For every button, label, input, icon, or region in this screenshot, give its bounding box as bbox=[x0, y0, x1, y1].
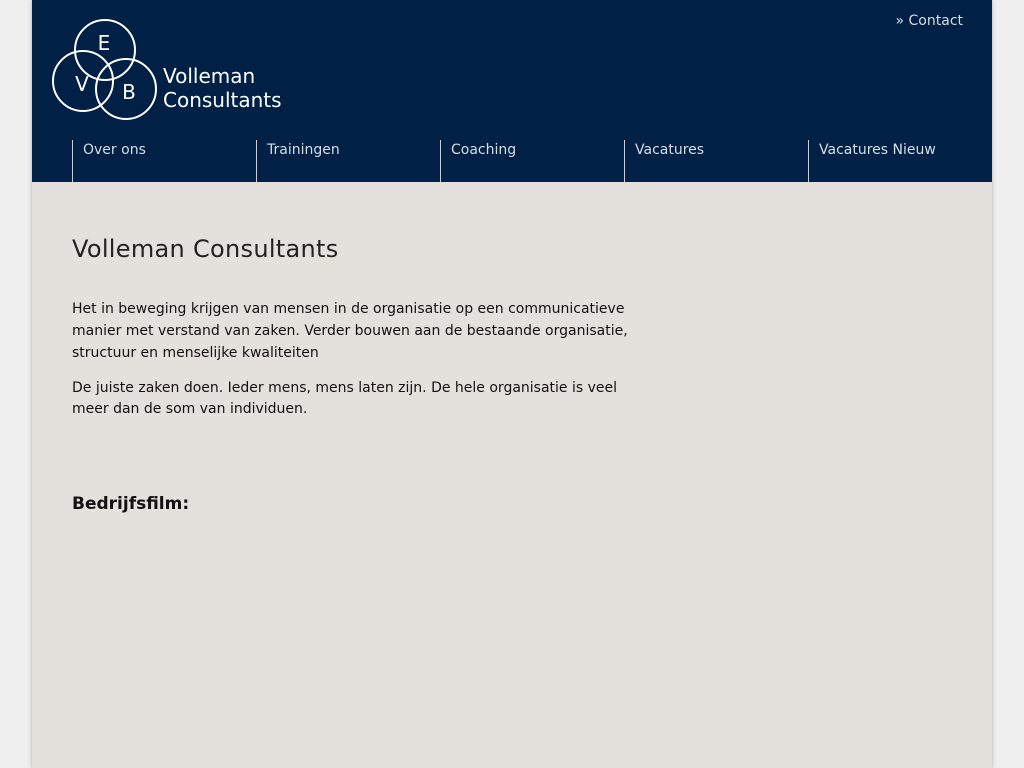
logo-letter-v: V bbox=[75, 72, 89, 96]
site-header bbox=[32, 0, 992, 182]
page-container bbox=[32, 0, 992, 768]
nav-item-trainingen[interactable]: Trainingen bbox=[256, 140, 440, 182]
nav-item-over-ons[interactable]: Over ons bbox=[72, 140, 256, 182]
nav-item-vacatures[interactable]: Vacatures bbox=[624, 140, 808, 182]
nav-item-vacatures-nieuw[interactable]: Vacatures Nieuw bbox=[808, 140, 992, 182]
logo-name-line2: Consultants bbox=[163, 88, 282, 112]
logo-link[interactable] bbox=[50, 18, 290, 124]
logo-letter-e: E bbox=[97, 31, 111, 55]
logo-image bbox=[50, 18, 290, 124]
logo-name-line1: Volleman bbox=[163, 64, 256, 88]
logo-letter-b: B bbox=[122, 80, 136, 104]
page-title: Volleman Consultants bbox=[72, 235, 339, 263]
company-film-heading: Bedrijfsfilm: bbox=[72, 494, 190, 514]
main-content bbox=[72, 182, 952, 514]
intro-paragraph-1: Het in beweging krijgen van mensen in de organisatie op een communicatieve manier met verstand van zaken. Verder bouwen aan de bestaande organisatie, structuur en menselijke kwaliteiten bbox=[72, 301, 628, 361]
nav-item-coaching[interactable]: Coaching bbox=[440, 140, 624, 182]
contact-link[interactable]: » Contact bbox=[895, 13, 963, 29]
main-nav bbox=[72, 140, 992, 182]
intro-paragraph-2: De juiste zaken doen. Ieder mens, mens laten zijn. De hele organisatie is veel meer dan de som van individuen. bbox=[72, 380, 618, 417]
intro-text bbox=[72, 298, 652, 420]
